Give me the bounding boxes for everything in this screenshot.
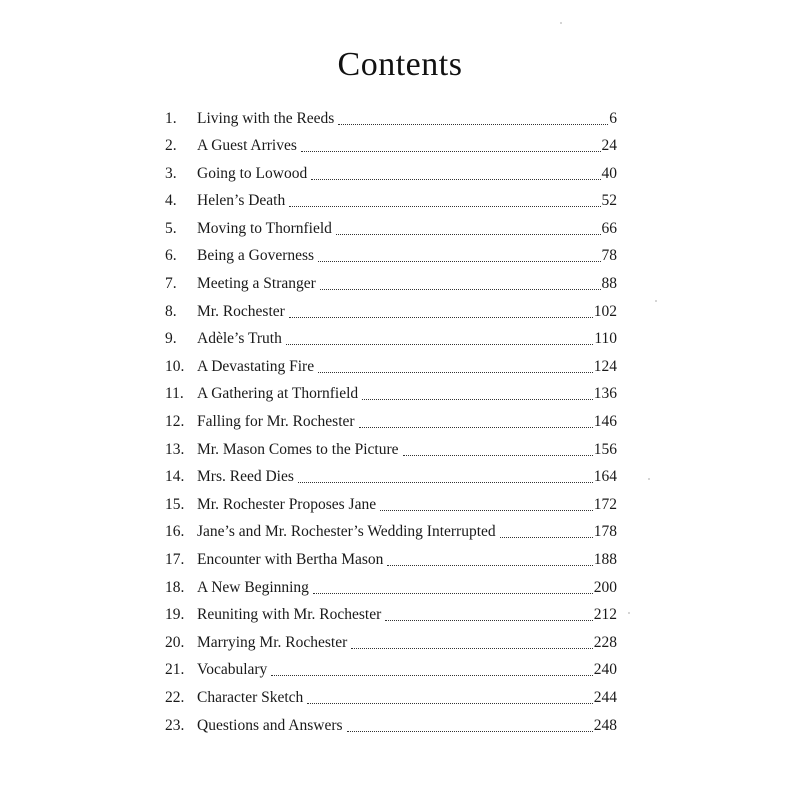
toc-entry <box>165 630 617 658</box>
toc-entry-page: 156 <box>593 440 617 458</box>
dot-leader <box>289 301 593 318</box>
toc-entry-page: 66 <box>601 219 617 237</box>
toc-entry <box>165 575 617 603</box>
toc-entry-page: 88 <box>601 275 617 293</box>
page-title: Contents <box>337 46 463 83</box>
toc-entry-title: Going to Lowood <box>197 164 308 182</box>
toc-entry-page: 172 <box>593 495 617 513</box>
toc-entry-title: A Gathering at Thornfield <box>197 385 359 403</box>
toc-entry <box>165 410 617 438</box>
toc-entry-title: Falling for Mr. Rochester <box>197 413 355 431</box>
dot-leader <box>298 467 593 484</box>
toc-entry <box>165 548 617 576</box>
toc-entry-title: A Devastating Fire <box>197 357 315 375</box>
dot-leader <box>351 632 593 649</box>
toc-entry-title: Reuniting with Mr. Rochester <box>197 606 382 624</box>
dot-leader <box>307 687 592 704</box>
toc-entry-page: 248 <box>593 716 617 734</box>
toc-entry-page: 136 <box>593 385 617 403</box>
toc-entry-title: Marrying Mr. Rochester <box>197 633 348 651</box>
dot-leader <box>313 577 593 594</box>
dot-leader <box>338 108 608 125</box>
toc-entry-number: 23. <box>165 716 185 734</box>
toc-entry-title: Mr. Mason Comes to the Picture <box>197 440 399 458</box>
toc-entry <box>165 244 617 272</box>
toc-entry-page: 40 <box>601 164 617 182</box>
toc-entry-title: Encounter with Bertha Mason <box>197 551 384 568</box>
toc-entry-title: Being a Governess <box>197 247 315 265</box>
dot-leader <box>271 660 592 677</box>
toc-entry <box>165 272 617 300</box>
toc-entry-number: 1. <box>165 109 177 127</box>
dot-leader <box>403 439 593 456</box>
dot-leader <box>318 246 600 263</box>
toc-entry-page: 212 <box>593 606 617 624</box>
toc-entry <box>165 465 617 493</box>
toc-entry-page: 124 <box>593 357 617 375</box>
toc-entry-number: 14. <box>165 468 185 486</box>
toc-entry <box>165 106 617 134</box>
toc-entry-title: Mrs. Reed Dies <box>197 468 294 486</box>
toc-entry-number: 2. <box>165 137 177 155</box>
toc-entry-number: 10. <box>165 357 185 375</box>
toc-entry-number: 18. <box>165 578 185 596</box>
toc-entry <box>165 492 617 520</box>
toc-entry-page: 102 <box>593 302 617 320</box>
dot-leader <box>336 218 601 235</box>
dot-leader <box>311 163 600 180</box>
dot-leader <box>380 494 593 511</box>
toc-entry-title: Mr. Rochester Proposes Jane <box>197 495 377 513</box>
toc-entry <box>165 685 617 713</box>
toc-entry <box>165 327 617 355</box>
toc-entry-page: 78 <box>601 247 617 265</box>
toc-entry-title: A Guest Arrives <box>197 137 297 155</box>
dot-leader <box>500 522 593 539</box>
toc-entry-title: Adèle’s Truth <box>197 330 282 348</box>
toc-entry-number: 7. <box>165 275 177 293</box>
toc-entry-number: 12. <box>165 413 185 431</box>
toc-entry-number: 5. <box>165 219 177 237</box>
dot-leader <box>318 356 593 373</box>
toc-entry <box>165 299 617 327</box>
toc-entry-number: 4. <box>165 192 177 210</box>
toc-entry-number: 17. <box>165 551 185 568</box>
toc-entry-page: 146 <box>593 413 617 431</box>
toc-entry-title: Questions and Answers <box>197 716 343 734</box>
toc-entry-title: A New Beginning <box>197 578 309 596</box>
dot-leader <box>347 715 593 732</box>
toc-entry-title: Character Sketch <box>197 688 304 706</box>
toc-entry-number: 21. <box>165 661 185 679</box>
dot-leader <box>387 550 592 567</box>
toc-entry-number: 8. <box>165 302 177 320</box>
table-of-contents <box>165 106 617 741</box>
toc-entry-number: 20. <box>165 633 185 651</box>
toc-entry <box>165 713 617 741</box>
dot-leader <box>320 274 601 291</box>
toc-entry-page: 6 <box>609 109 617 127</box>
toc-entry-title: Jane’s and Mr. Rochester’s Wedding Interrupted <box>197 523 496 541</box>
toc-entry-number: 16. <box>165 523 185 541</box>
scan-speck <box>560 22 562 24</box>
toc-entry-page: 24 <box>601 137 617 155</box>
toc-entry <box>165 382 617 410</box>
toc-entry-page: 228 <box>593 633 617 651</box>
dot-leader <box>286 329 593 346</box>
toc-entry-number: 19. <box>165 606 185 624</box>
dot-leader <box>385 605 592 622</box>
toc-entry-number: 6. <box>165 247 177 265</box>
dot-leader <box>301 136 601 153</box>
toc-entry-number: 3. <box>165 164 177 182</box>
scan-speck <box>628 612 630 614</box>
toc-entry-page: 52 <box>601 192 617 210</box>
toc-entry-page: 200 <box>593 578 617 596</box>
toc-entry <box>165 437 617 465</box>
toc-entry-page: 240 <box>593 661 617 679</box>
scan-speck <box>648 478 650 480</box>
toc-entry <box>165 520 617 548</box>
toc-entry <box>165 216 617 244</box>
toc-entry <box>165 603 617 631</box>
toc-entry-title: Mr. Rochester <box>197 302 285 320</box>
toc-entry-number: 13. <box>165 440 185 458</box>
toc-entry-page: 164 <box>593 468 617 486</box>
toc-entry-title: Vocabulary <box>197 661 268 679</box>
toc-entry <box>165 161 617 189</box>
toc-entry-number: 11. <box>165 385 184 403</box>
toc-entry-title: Helen’s Death <box>197 192 286 210</box>
toc-entry <box>165 134 617 162</box>
toc-entry <box>165 658 617 686</box>
dot-leader <box>289 191 600 208</box>
toc-entry-title: Moving to Thornfield <box>197 219 332 237</box>
toc-entry-page: 244 <box>593 688 617 706</box>
toc-entry-title: Living with the Reeds <box>197 109 335 127</box>
dot-leader <box>362 384 593 401</box>
toc-entry-number: 15. <box>165 495 185 513</box>
toc-entry-page: 188 <box>593 551 617 568</box>
toc-entry-number: 22. <box>165 688 185 706</box>
toc-entry <box>165 354 617 382</box>
dot-leader <box>359 412 593 429</box>
scan-speck <box>655 300 657 302</box>
toc-entry-number: 9. <box>165 330 177 348</box>
toc-entry-page: 110 <box>594 330 617 348</box>
toc-entry-page: 178 <box>593 523 617 541</box>
toc-entry <box>165 189 617 217</box>
toc-entry-title: Meeting a Stranger <box>197 275 316 293</box>
